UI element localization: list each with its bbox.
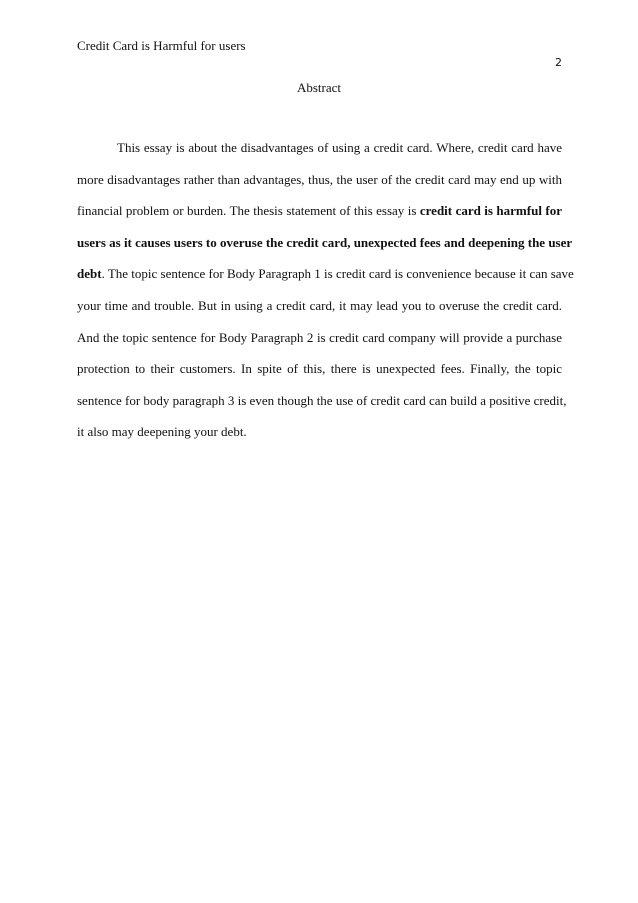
thesis-statement-text: users as it causes users to overuse the credit card, unexpected fees and deepening the user <box>77 234 573 250</box>
running-head: Credit Card is Harmful for users <box>77 38 246 53</box>
text-run: it also may deepening your debt. <box>77 424 247 440</box>
paragraph-line <box>77 266 574 282</box>
abstract-paragraph <box>77 140 574 456</box>
thesis-statement-text: credit card is harmful for <box>419 203 562 219</box>
text-run: protection to their customers. In spite of this, there is unexpected fees. Finally, the topic <box>77 361 562 377</box>
text-run: And the topic sentence for Body Paragraph 2 is credit card company will provide a purchase <box>77 329 562 345</box>
text-run: your time and trouble. But in using a credit card, it may lead you to overuse the credit card. <box>77 297 562 313</box>
text-run: more disadvantages rather than advantages, thus, the user of the credit card may end up with <box>77 171 562 187</box>
text-run: sentence for body paragraph 3 is even though the use of credit card can build a positive credit, <box>77 392 567 408</box>
paragraph-line <box>77 330 562 346</box>
paragraph-line <box>77 234 573 251</box>
paragraph-line <box>77 140 562 156</box>
paragraph-line <box>77 392 567 409</box>
paragraph-line <box>77 298 562 314</box>
text-run: . The topic sentence for Body Paragraph 1 is credit card is convenience because it can save <box>101 266 574 282</box>
thesis-statement-text: debt <box>77 266 102 282</box>
paragraph-line <box>77 203 562 219</box>
text-run: financial problem or burden. The thesis statement of this essay is <box>77 203 420 219</box>
text-run: This essay is about the disadvantages of using a credit card. Where, credit card have <box>117 140 562 155</box>
paragraph-line <box>77 361 562 377</box>
page-title: Abstract <box>296 80 342 95</box>
paragraph-line <box>77 424 562 440</box>
page-number: 2 <box>555 56 562 69</box>
paragraph-line <box>77 172 562 188</box>
